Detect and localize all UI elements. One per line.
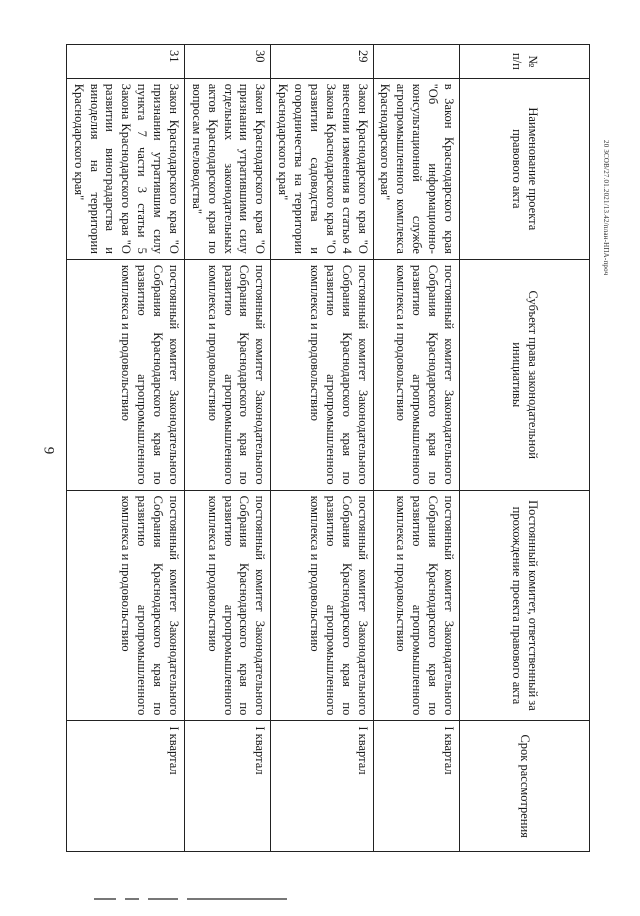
row-number: 31 bbox=[66, 45, 184, 79]
act-name: Закон Краснодарского края "О признании утратившими силу отдельных законодательных актов Краснодарского края по вопросам пчеловодства" bbox=[185, 78, 271, 259]
responsible-committee: постоянный комитет Законодательного Собрания Краснодарского края по развитию агропромышленного комплекса и продовольствию bbox=[271, 490, 373, 721]
page-number: 9 bbox=[40, 446, 57, 455]
header-number: № п/п bbox=[460, 45, 590, 79]
header-initiative-subject: Субъект права законодательной инициативы bbox=[460, 259, 590, 490]
initiative-subject: постоянный комитет Законодательного Собрания Краснодарского края по развитию агропромышленного комплекса и продовольствию bbox=[185, 259, 271, 490]
initiative-subject: постоянный комитет Законодательного Собрания Краснодарского края по развитию агропромышленного комплекса и продовольствию bbox=[66, 259, 184, 490]
scan-marks bbox=[94, 898, 314, 900]
header-act-name: Наименование проекта правового акта bbox=[460, 78, 590, 259]
act-name: в Закон Краснодарского края "Об информационно-консультационной службе агропромышленного комплекса Краснодарского края" bbox=[373, 78, 459, 259]
review-term: I квартал bbox=[66, 721, 184, 852]
table-row bbox=[271, 45, 373, 852]
review-term: I квартал bbox=[185, 721, 271, 852]
row-number: 30 bbox=[185, 45, 271, 79]
review-term: I квартал bbox=[271, 721, 373, 852]
responsible-committee: постоянный комитет Законодательного Собрания Краснодарского края по развитию агропромышленного комплекса и продовольствию bbox=[66, 490, 184, 721]
document-code: 20 ЗСОВ/27.01.2021/13.42/план-НПА-проч bbox=[602, 140, 610, 276]
initiative-subject: постоянный комитет Законодательного Собрания Краснодарского края по развитию агропромышленного комплекса и продовольствию bbox=[373, 259, 459, 490]
header-committee: Постоянный комитет, ответственный за прохождение проекта правового акта bbox=[460, 490, 590, 721]
act-name: Закон Краснодарского края "О внесении изменения в статью 4 Закона Краснодарского края "О развитии садоводства и огородничества на территории Краснодарского края" bbox=[271, 78, 373, 259]
table-row bbox=[66, 45, 184, 852]
row-number: 29 bbox=[271, 45, 373, 79]
row-number bbox=[373, 45, 459, 79]
rotated-table-frame bbox=[71, 44, 590, 852]
initiative-subject: постоянный комитет Законодательного Собрания Краснодарского края по развитию агропромышленного комплекса и продовольствию bbox=[271, 259, 373, 490]
table-row bbox=[185, 45, 271, 852]
header-term: Срок рассмотрения bbox=[460, 721, 590, 852]
responsible-committee: постоянный комитет Законодательного Собрания Краснодарского края по развитию агропромышленного комплекса и продовольствию bbox=[185, 490, 271, 721]
legislative-plan-table bbox=[66, 44, 590, 852]
responsible-committee: постоянный комитет Законодательного Собрания Краснодарского края по развитию агропромышленного комплекса и продовольствию bbox=[373, 490, 459, 721]
table-header-row bbox=[460, 45, 590, 852]
act-name: Закон Краснодарского края "О признании утратившим силу пункта 7 части 3 статьи 5 Закона Краснодарского края "О развитии виноградарства и виноделия на территории Краснодарского края" bbox=[66, 78, 184, 259]
review-term: I квартал bbox=[373, 721, 459, 852]
table-row bbox=[373, 45, 459, 852]
